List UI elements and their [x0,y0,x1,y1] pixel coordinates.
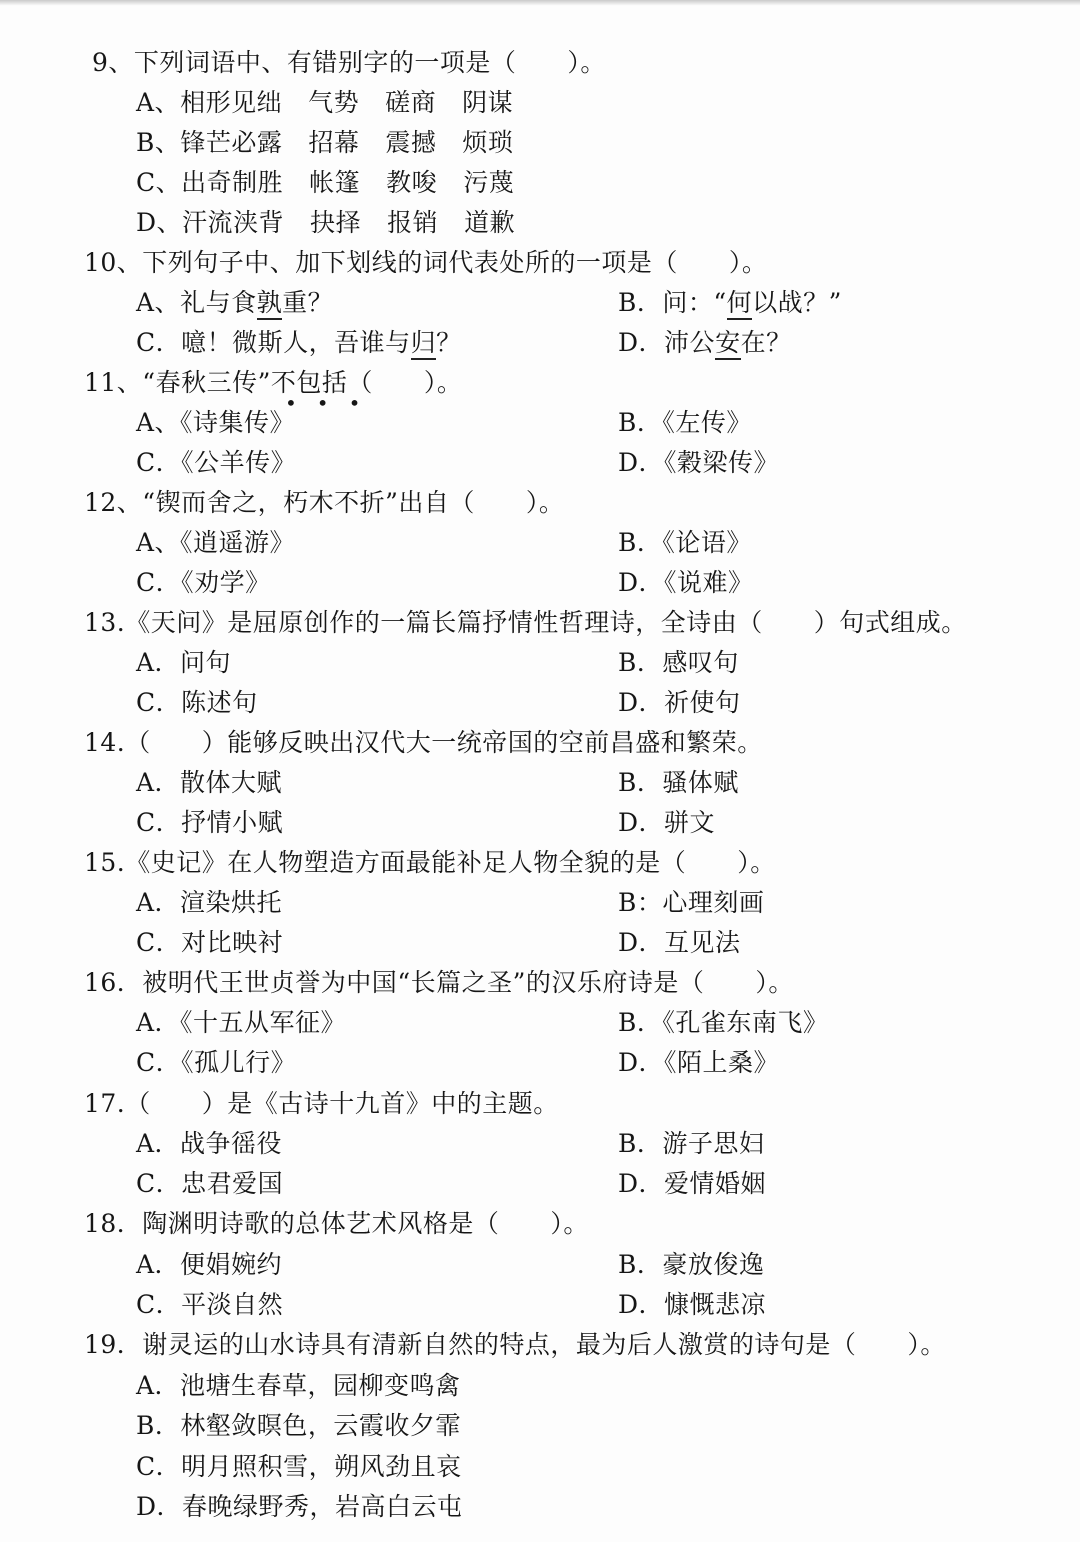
question-19-option-d: D．春晚绿野秀，岩高白云屯 [136,1492,463,1521]
question-9-option-c: C、出奇制胜 帐篷 教唆 污蔑 [136,168,515,197]
question-15-option-a: A．渲染烘托 [136,888,283,917]
question-17-option-d: D．爱情婚姻 [618,1169,767,1198]
question-11-option-d: D．《穀梁传》 [618,448,780,477]
question-19-option-c: C．明月照积雪，朔风劲且哀 [136,1452,462,1481]
question-12-option-b: B．《论语》 [618,528,752,557]
question-19-option-b: B．林壑敛暝色，云霞收夕霏 [136,1411,461,1440]
underlined-word: 何 [727,288,753,320]
question-16-option-c: C．《孤儿行》 [136,1048,297,1077]
question-9-option-a: A、相形见绌 气势 磋商 阴谋 [136,88,514,117]
question-13-option-d: D．祈使句 [618,688,741,717]
question-18-option-d: D．慷慨悲凉 [618,1290,767,1319]
question-12-option-a: A、《逍遥游》 [136,528,296,557]
question-18-stem: 18．陶渊明诗歌的总体艺术风格是（ ）。 [84,1209,589,1238]
question-17-option-b: B．游子思妇 [618,1129,765,1158]
page-top-edge [0,0,1080,6]
question-10-stem: 10、下列句子中、加下划线的词代表处所的一项是（ ）。 [84,248,768,277]
question-12-stem: 12、“锲而舍之，朽木不折”出自（ ）。 [84,488,565,517]
question-11-stem: 11、“春秋三传”不包括（ ）。 [84,368,463,397]
question-16-option-b: B．《孔雀东南飞》 [618,1008,829,1037]
question-9-option-d: D、汗流浃背 抉择 报销 道歉 [136,208,516,237]
question-10-option-a: A、礼与食孰重？ [136,286,333,320]
underlined-word: 安 [715,328,741,360]
question-17-option-c: C．忠君爱国 [136,1169,284,1198]
question-10-option-d: D．沛公安在？ [618,326,792,360]
question-18-option-b: B．豪放俊逸 [618,1250,765,1279]
question-16-option-d: D．《陌上桑》 [618,1048,780,1077]
question-10-option-b: B．问：“何以战？” [618,286,842,320]
question-11-option-b: B．《左传》 [618,408,752,437]
question-11-option-a: A、《诗集传》 [136,408,296,437]
question-19-stem: 19．谢灵运的山水诗具有清新自然的特点，最为后人激赏的诗句是（ ）。 [84,1330,946,1359]
question-13-option-b: B．感叹句 [618,648,739,677]
question-11-option-c: C．《公羊传》 [136,448,297,477]
question-16-stem: 16．被明代王世贞誉为中国“长篇之圣”的汉乐府诗是（ ）。 [84,968,794,997]
question-9-option-b: B、锋芒必露 招幕 震撼 烦琐 [136,128,514,157]
question-19-option-a: A．池塘生春草，园柳变鸣禽 [136,1371,461,1400]
question-13-option-c: C．陈述句 [136,688,258,717]
question-18-option-c: C．平淡自然 [136,1290,284,1319]
question-14-option-b: B．骚体赋 [618,768,739,797]
question-12-option-c: C．《劝学》 [136,568,271,597]
question-14-stem: 14.（ ）能够反映出汉代大一统帝国的空前昌盛和繁荣。 [84,728,763,757]
underlined-word: 归 [411,328,437,360]
question-16-option-a: A．《十五从军征》 [136,1008,347,1037]
question-17-option-a: A．战争徭役 [136,1129,283,1158]
question-13-option-a: A．问句 [136,648,232,677]
emphasis-dots: ••• [285,391,381,415]
question-13-stem: 13.《天问》是屈原创作的一篇长篇抒情性哲理诗，全诗由（ ）句式组成。 [84,608,967,637]
question-15-option-d: D．互见法 [618,928,741,957]
underlined-word: 孰 [257,288,283,320]
question-15-option-b: B：心理刻画 [618,888,765,917]
question-10-option-c: C．噫！微斯人，吾谁与归？ [136,326,462,360]
question-18-option-a: A．便娟婉约 [136,1250,283,1279]
question-9-stem: 9、下列词语中、有错别字的一项是（ ）。 [92,48,606,77]
question-12-option-d: D．《说难》 [618,568,754,597]
question-14-option-c: C．抒情小赋 [136,808,284,837]
question-15-stem: 15.《史记》在人物塑造方面最能补足人物全貌的是（ ）。 [84,848,776,877]
question-14-option-a: A．散体大赋 [136,768,283,797]
question-17-stem: 17.（ ）是《古诗十九首》中的主题。 [84,1089,559,1118]
question-14-option-d: D．骈文 [618,808,716,837]
question-15-option-c: C．对比映衬 [136,928,284,957]
